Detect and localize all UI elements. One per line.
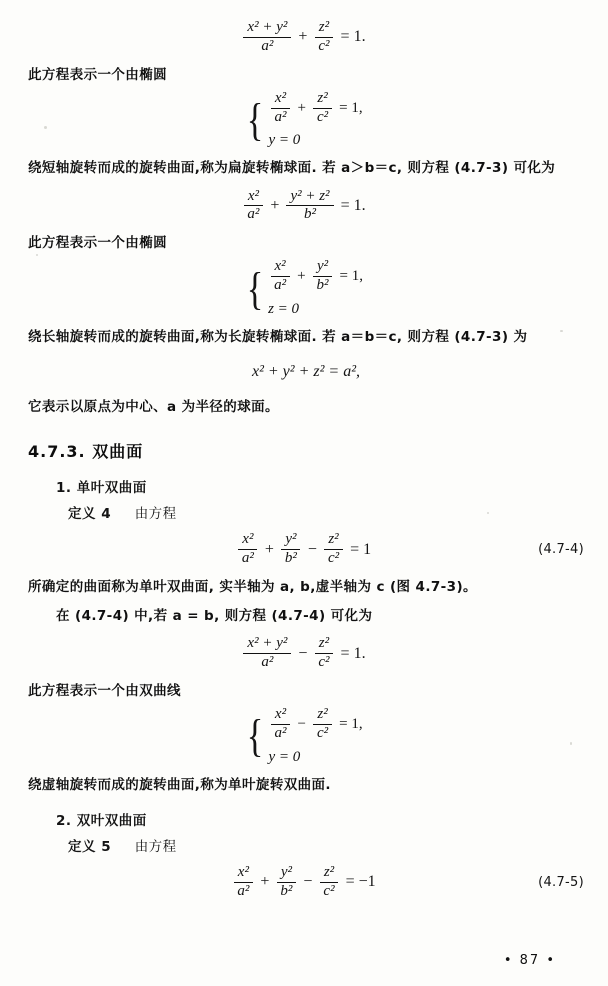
sys3-num-1: x² bbox=[271, 707, 290, 725]
equation-number-4: (4.7-4) bbox=[538, 542, 584, 557]
eq4-num-2: y² bbox=[281, 532, 300, 550]
eq4-den-2: b² bbox=[284, 550, 297, 566]
equation-system-2 bbox=[28, 259, 584, 318]
paragraph-4: 绕长轴旋转而成的旋转曲面,称为长旋转椭球面. 若 a＝b＝c, 则方程 (4.7-3) 为 bbox=[28, 328, 528, 345]
definition-5-label: 定义 5 bbox=[68, 838, 112, 855]
eq2-den-1: a² bbox=[247, 206, 260, 223]
definition-4-label: 定义 4 bbox=[68, 506, 112, 523]
definition-4 bbox=[28, 502, 584, 522]
equation-system-3 bbox=[28, 707, 584, 766]
eq5-tail: = 1. bbox=[340, 644, 366, 662]
left-brace-icon: { bbox=[247, 710, 264, 762]
eq2-num-2: y² + z² bbox=[286, 189, 333, 207]
eq-top-denominator-2: c² bbox=[318, 37, 330, 54]
eq4-den-3: c² bbox=[327, 550, 340, 566]
sys1-den-1: a² bbox=[274, 108, 287, 125]
equation-5 bbox=[28, 636, 584, 671]
equation-2 bbox=[28, 189, 584, 224]
eq6-den-1: a² bbox=[237, 882, 250, 899]
sys1-den-2: c² bbox=[316, 108, 329, 125]
eq6-num-3: z² bbox=[320, 865, 338, 883]
subsection-2-title: 2. 双叶双曲面 bbox=[56, 812, 147, 829]
eq6-den-3: c² bbox=[323, 882, 335, 899]
subsection-1-title: 1. 单叶双曲面 bbox=[56, 480, 147, 497]
eq2-num-1: x² bbox=[244, 189, 263, 207]
sys2-den-1: a² bbox=[274, 277, 287, 293]
sys2-line-2: z = 0 bbox=[268, 300, 300, 317]
sys1-line-2: y = 0 bbox=[268, 132, 301, 149]
paragraph-8: 此方程表示一个由双曲线 bbox=[28, 682, 181, 699]
eq6-tail: = −1 bbox=[345, 873, 376, 890]
eq6-operator-2: − bbox=[303, 873, 313, 890]
definition-5-text: 由方程 bbox=[134, 838, 177, 855]
sys2-den-2: b² bbox=[316, 277, 329, 293]
equation-4 bbox=[28, 532, 584, 567]
eq5-num-2: z² bbox=[315, 636, 333, 654]
eq2-den-2: b² bbox=[304, 206, 316, 223]
sys1-num-2: z² bbox=[313, 91, 331, 109]
sys3-line-2: y = 0 bbox=[268, 748, 301, 765]
page-number: • 87 • bbox=[503, 953, 556, 968]
eq4-operator-1: + bbox=[264, 540, 274, 558]
eq5-operator: − bbox=[298, 644, 308, 662]
eq-top-tail: = 1. bbox=[340, 28, 366, 46]
paragraph-5: 它表示以原点为中心、a 为半径的球面。 bbox=[28, 399, 279, 415]
definition-4-text: 由方程 bbox=[134, 506, 177, 523]
paragraph-3: 此方程表示一个由椭圆 bbox=[28, 235, 167, 251]
paragraph-7: 在 (4.7-4) 中,若 a = b, 则方程 (4.7-4) 可化为 bbox=[56, 608, 373, 624]
left-brace-icon: { bbox=[247, 94, 264, 146]
sys2-operator: + bbox=[297, 268, 306, 284]
equation-top bbox=[28, 20, 584, 55]
eq-top-plus: + bbox=[298, 28, 308, 46]
equation-system-1 bbox=[28, 91, 584, 150]
eq4-num-1: x² bbox=[238, 532, 257, 550]
sys3-operator: − bbox=[297, 715, 306, 732]
section-heading: 4.7.3. 双曲面 bbox=[28, 442, 144, 462]
eq-top-numerator-2: z² bbox=[315, 20, 333, 38]
eq-top-denominator: a² bbox=[261, 37, 274, 54]
sys3-num-2: z² bbox=[313, 707, 331, 725]
sys3-den-2: c² bbox=[316, 724, 329, 741]
eq4-den-1: a² bbox=[241, 550, 254, 566]
equation-3 bbox=[28, 357, 584, 387]
sys2-num-2: y² bbox=[313, 259, 332, 277]
eq2-operator: + bbox=[270, 196, 280, 214]
equation-number-5: (4.7-5) bbox=[538, 874, 584, 890]
definition-5 bbox=[28, 835, 584, 855]
eq5-num-1: x² + y² bbox=[243, 636, 291, 654]
eq6-operator-1: + bbox=[260, 873, 270, 890]
sys1-num-1: x² bbox=[271, 91, 290, 109]
eq5-den-1: a² bbox=[261, 654, 274, 670]
eq3-text: x² + y² + z² = a², bbox=[251, 363, 360, 380]
page-content bbox=[28, 10, 584, 909]
eq4-tail: = 1 bbox=[350, 540, 372, 558]
paragraph-9: 绕虚轴旋转而成的旋转曲面,称为单叶旋转双曲面. bbox=[28, 776, 331, 793]
paragraph-6: 所确定的曲面称为单叶双曲面, 实半轴为 a, b,虚半轴为 c (图 4.7-3)。 bbox=[28, 578, 477, 595]
sys2-tail: = 1, bbox=[339, 268, 364, 284]
paragraph-2: 绕短轴旋转而成的旋转曲面,称为扁旋转椭球面. 若 a＞b＝c, 则方程 (4.7-3) 可化为 bbox=[28, 160, 556, 177]
eq2-tail: = 1. bbox=[340, 196, 366, 214]
sys3-den-1: a² bbox=[274, 724, 287, 741]
eq6-num-2: y² bbox=[277, 865, 296, 883]
eq-top-numerator: x² + y² bbox=[243, 20, 291, 38]
sys1-tail: = 1, bbox=[339, 99, 363, 116]
paragraph-1: 此方程表示一个由椭圆 bbox=[28, 66, 167, 83]
sys1-operator: + bbox=[297, 99, 306, 116]
eq6-num-1: x² bbox=[234, 865, 253, 883]
sys2-num-1: x² bbox=[271, 259, 290, 277]
left-brace-icon: { bbox=[246, 262, 264, 314]
eq5-den-2: c² bbox=[318, 654, 330, 670]
equation-6 bbox=[28, 865, 584, 900]
sys3-tail: = 1, bbox=[339, 715, 363, 732]
eq4-operator-2: − bbox=[307, 540, 317, 558]
eq6-den-2: b² bbox=[280, 882, 293, 899]
eq4-num-3: z² bbox=[324, 532, 342, 550]
